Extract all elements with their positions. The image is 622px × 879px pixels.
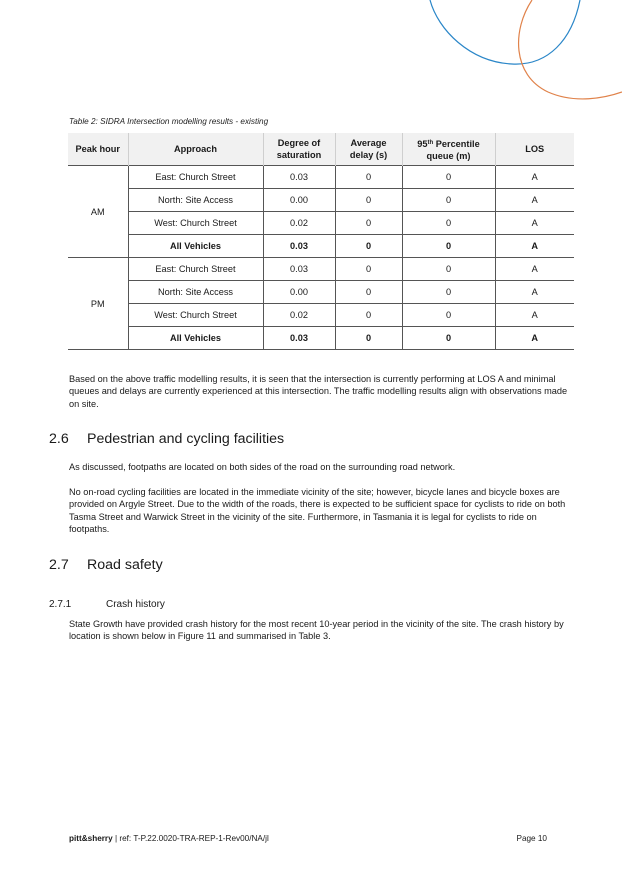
cell-queue: 0 bbox=[402, 304, 495, 327]
header-queue-sup: th bbox=[427, 139, 434, 146]
cell-los: A bbox=[495, 166, 574, 189]
cell-degree: 0.03 bbox=[263, 166, 335, 189]
cell-delay: 0 bbox=[335, 166, 402, 189]
header-queue-suffix: Percentile queue (m) bbox=[426, 138, 480, 161]
table-row bbox=[68, 258, 574, 281]
cell-delay: 0 bbox=[335, 189, 402, 212]
header-queue bbox=[402, 133, 495, 166]
cell-queue: 0 bbox=[402, 281, 495, 304]
table-row bbox=[68, 189, 574, 212]
subsection-number: 2.7.1 bbox=[49, 599, 72, 610]
blue-arc bbox=[430, 0, 580, 64]
cell-queue: 0 bbox=[402, 235, 495, 258]
cell-delay: 0 bbox=[335, 235, 402, 258]
table-row bbox=[68, 281, 574, 304]
cell-degree: 0.00 bbox=[263, 281, 335, 304]
crash-history-paragraph: State Growth have provided crash history for the most recent 10-year period in the vicinity of the site. The crash history by location is shown below in Figure 11 and summarised in Table 3. bbox=[69, 619, 564, 642]
cell-degree: 0.03 bbox=[263, 235, 335, 258]
cell-degree: 0.03 bbox=[263, 258, 335, 281]
cell-los: A bbox=[495, 281, 574, 304]
table-row bbox=[68, 304, 574, 327]
cell-queue: 0 bbox=[402, 166, 495, 189]
cell-queue: 0 bbox=[402, 327, 495, 350]
cell-los: A bbox=[495, 189, 574, 212]
cell-approach: East: Church Street bbox=[128, 258, 263, 281]
cell-approach: West: Church Street bbox=[128, 304, 263, 327]
section-title: Pedestrian and cycling facilities bbox=[87, 431, 285, 447]
cell-approach: All Vehicles bbox=[128, 235, 263, 258]
header-approach: Approach bbox=[128, 133, 263, 166]
cell-delay: 0 bbox=[335, 258, 402, 281]
cell-degree: 0.02 bbox=[263, 212, 335, 235]
cell-delay: 0 bbox=[335, 212, 402, 235]
header-degree: Degree of saturation bbox=[263, 133, 335, 166]
cell-los: A bbox=[495, 327, 574, 350]
cell-los: A bbox=[495, 212, 574, 235]
page-number: Page 10 bbox=[516, 834, 547, 843]
cell-approach: West: Church Street bbox=[128, 212, 263, 235]
footpaths-paragraph: As discussed, footpaths are located on both sides of the road on the surrounding road network. bbox=[69, 462, 456, 472]
header-queue-prefix: 95 bbox=[417, 138, 428, 149]
header-peak-hour: Peak hour bbox=[68, 133, 128, 166]
cell-los: A bbox=[495, 304, 574, 327]
table-row bbox=[68, 166, 574, 189]
peak-label-am: AM bbox=[68, 166, 128, 258]
peak-label-pm: PM bbox=[68, 258, 128, 350]
header-los: LOS bbox=[495, 133, 574, 166]
cell-delay: 0 bbox=[335, 304, 402, 327]
cycling-paragraph: No on-road cycling facilities are located in the immediate vicinity of the site; however, bicycle lanes and bicycle boxes are provided on Argyle Street. Due to the width of the roads, there is expected to be sufficient space for cyclists to ride on both Tasma Street and Warwick Street in the vicinity of the site. Furthermore, in Tasmania it is legal for cyclists to ride on footpaths. bbox=[69, 487, 566, 535]
table-row-total bbox=[68, 235, 574, 258]
section-number: 2.6 bbox=[49, 431, 69, 447]
cell-degree: 0.03 bbox=[263, 327, 335, 350]
cell-queue: 0 bbox=[402, 212, 495, 235]
cell-approach: North: Site Access bbox=[128, 189, 263, 212]
cell-degree: 0.02 bbox=[263, 304, 335, 327]
section-title: Road safety bbox=[87, 557, 163, 573]
table-row bbox=[68, 212, 574, 235]
cell-approach: All Vehicles bbox=[128, 327, 263, 350]
subsection-heading-2-7-1 bbox=[49, 599, 165, 610]
cell-queue: 0 bbox=[402, 258, 495, 281]
cell-approach: East: Church Street bbox=[128, 166, 263, 189]
table-row-total bbox=[68, 327, 574, 350]
sidra-results-table bbox=[68, 133, 574, 350]
section-heading-2-7 bbox=[49, 557, 163, 573]
section-number: 2.7 bbox=[49, 557, 69, 573]
cell-delay: 0 bbox=[335, 327, 402, 350]
cell-los: A bbox=[495, 258, 574, 281]
cell-queue: 0 bbox=[402, 189, 495, 212]
cell-approach: North: Site Access bbox=[128, 281, 263, 304]
footer-brand: pitt&sherry bbox=[69, 834, 113, 843]
subsection-title: Crash history bbox=[106, 599, 165, 610]
header-delay: Average delay (s) bbox=[335, 133, 402, 166]
section-heading-2-6 bbox=[49, 431, 284, 447]
cell-los: A bbox=[495, 235, 574, 258]
cell-degree: 0.00 bbox=[263, 189, 335, 212]
page-footer bbox=[69, 834, 547, 843]
orange-arc bbox=[519, 0, 622, 99]
cell-delay: 0 bbox=[335, 281, 402, 304]
table-caption: Table 2: SIDRA Intersection modelling results - existing bbox=[69, 117, 269, 126]
footer-ref: | ref: T-P.22.0020-TRA-REP-1-Rev00/NA/jl bbox=[112, 834, 269, 843]
table-header-row bbox=[68, 133, 574, 166]
results-paragraph: Based on the above traffic modelling results, it is seen that the intersection is currently performing at LOS A and minimal queues and delays are currently experienced at this intersection. The traffic modelling results align with observations made on site. bbox=[69, 374, 568, 409]
decorative-arcs bbox=[0, 0, 622, 110]
